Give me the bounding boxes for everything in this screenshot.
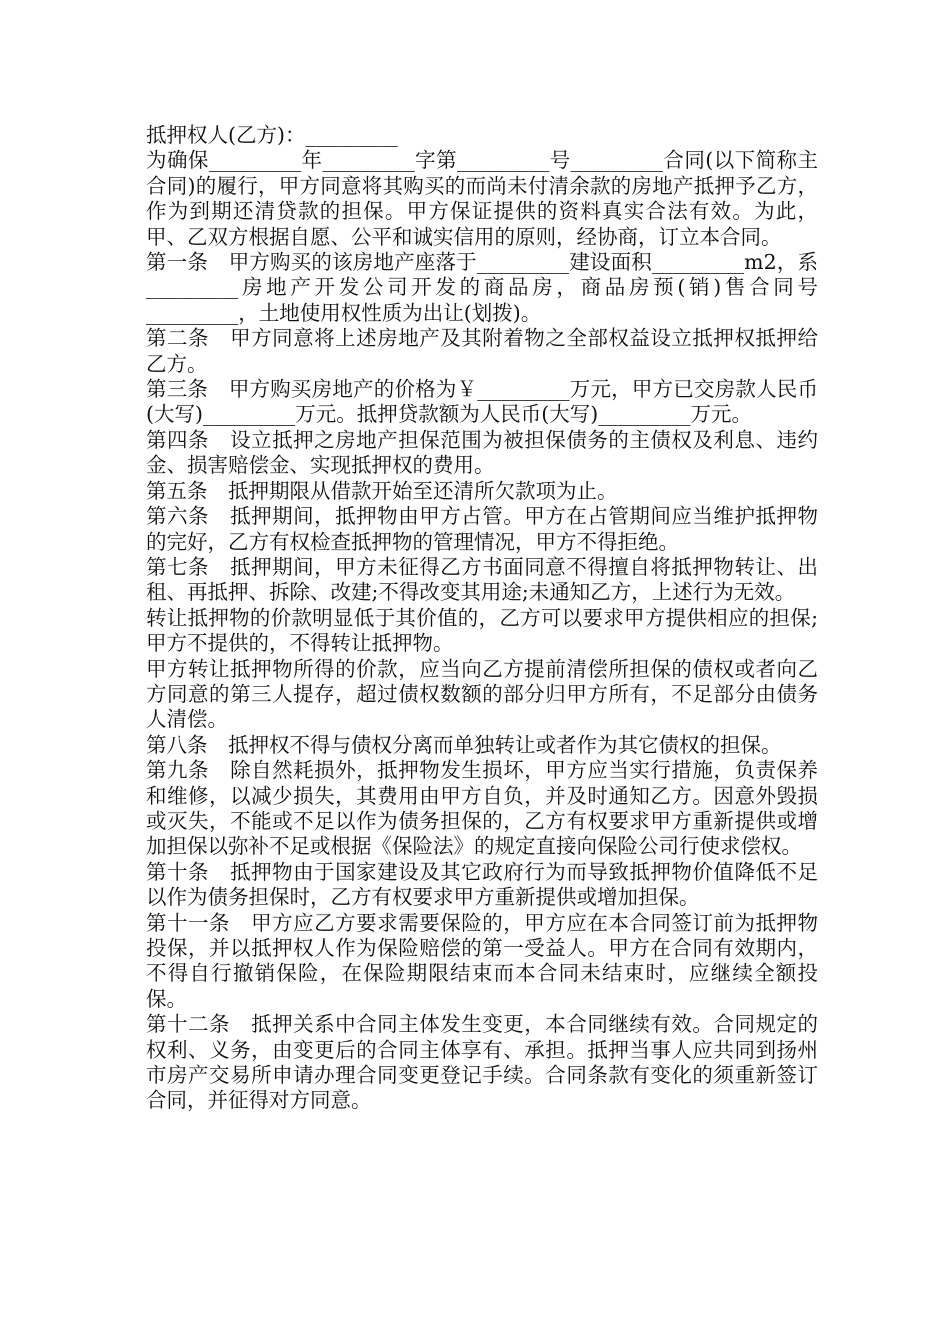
document-body xyxy=(146,123,818,1114)
article-5: 第五条 抵押期限从借款开始至还清所欠款项为止。 xyxy=(146,478,618,503)
article-3: 第三条 甲方购买房地产的价格为￥_________万元，甲方已交房款人民币(大写)_________万元。抵押贷款额为人民币(大写)_________万元。 xyxy=(146,377,818,427)
article-4: 第四条 设立抵押之房地产担保范围为被担保债务的主债权及利息、违约金、损害赔偿金、实现抵押权的费用。 xyxy=(146,427,818,478)
article-7: 第七条 抵押期间，甲方未征得乙方书面同意不得擅自将抵押物转让、出租、再抵押、拆除、改建;不得改变其用途;未通知乙方，上述行为无效。 xyxy=(146,554,818,605)
article-6: 第六条 抵押期间，抵押物由甲方占管。甲方在占管期间应当维护抵押物的完好，乙方有权检查抵押物的管理情况，甲方不得拒绝。 xyxy=(146,504,818,554)
preamble-paragraph: 为确保_________年_________字第_________号_________合同(以下简称主合同)的履行，甲方同意将其购买的而尚未付清余款的房地产抵押予乙方，作为到期还清贷款的担保。甲方保证提供的资料真实合法有效。为此，甲、乙双方根据自愿、公平和诚实信用的原则，经协商，订立本合同。 xyxy=(146,148,818,249)
article-12: 第十二条 抵押关系中合同主体发生变更，本合同继续有效。合同规定的权利、义务，由变更后的合同主体享有、承担。抵押当事人应共同到扬州市房产交易所申请办理合同变更登记手续。合同条款有变化的须重新签订合同，并征得对方同意。 xyxy=(146,1012,818,1113)
article-7-clause-2: 转让抵押物的价款明显低于其价值的，乙方可以要求甲方提供相应的担保;甲方不提供的，不得转让抵押物。 xyxy=(146,605,818,656)
article-2: 第二条 甲方同意将上述房地产及其附着物之全部权益设立抵押权抵押给乙方。 xyxy=(146,326,818,376)
article-1: 第一条 甲方购买的该房地产座落于_________建设面积_________m2，系_________房地产开发公司开发的商品房，商品房预(销)售合同号_________，土地使用权性质为出让(划拨)。 xyxy=(146,250,818,325)
article-8: 第八条 抵押权不得与债权分离而单独转让或者作为其它债权的担保。 xyxy=(146,732,782,757)
article-7-clause-3: 甲方转让抵押物所得的价款，应当向乙方提前清偿所担保的债权或者向乙方同意的第三人提存，超过债权数额的部分归甲方所有，不足部分由债务人清偿。 xyxy=(146,656,818,732)
article-9: 第九条 除自然耗损外，抵押物发生损坏，甲方应当实行措施，负责保养和维修，以减少损失，其费用由甲方自负，并及时通知乙方。因意外毁损或灭失，不能或不足以作为债务担保的，乙方有权要求甲方重新提供或增加担保以弥补不足或根据《保险法》的规定直接向保险公司行使求偿权。 xyxy=(146,758,818,859)
article-11: 第十一条 甲方应乙方要求需要保险的，甲方应在本合同签订前为抵押物投保，并以抵押权人作为保险赔偿的第一受益人。甲方在合同有效期内，不得自行撤销保险，在保险期限结束而本合同未结束时，应继续全额投保。 xyxy=(146,910,818,1011)
article-10: 第十条 抵押物由于国家建设及其它政府行为而导致抵押物价值降低不足以作为债务担保时，乙方有权要求甲方重新提供或增加担保。 xyxy=(146,859,818,910)
mortgagee-line: 抵押权人(乙方)：_________ xyxy=(146,123,398,147)
